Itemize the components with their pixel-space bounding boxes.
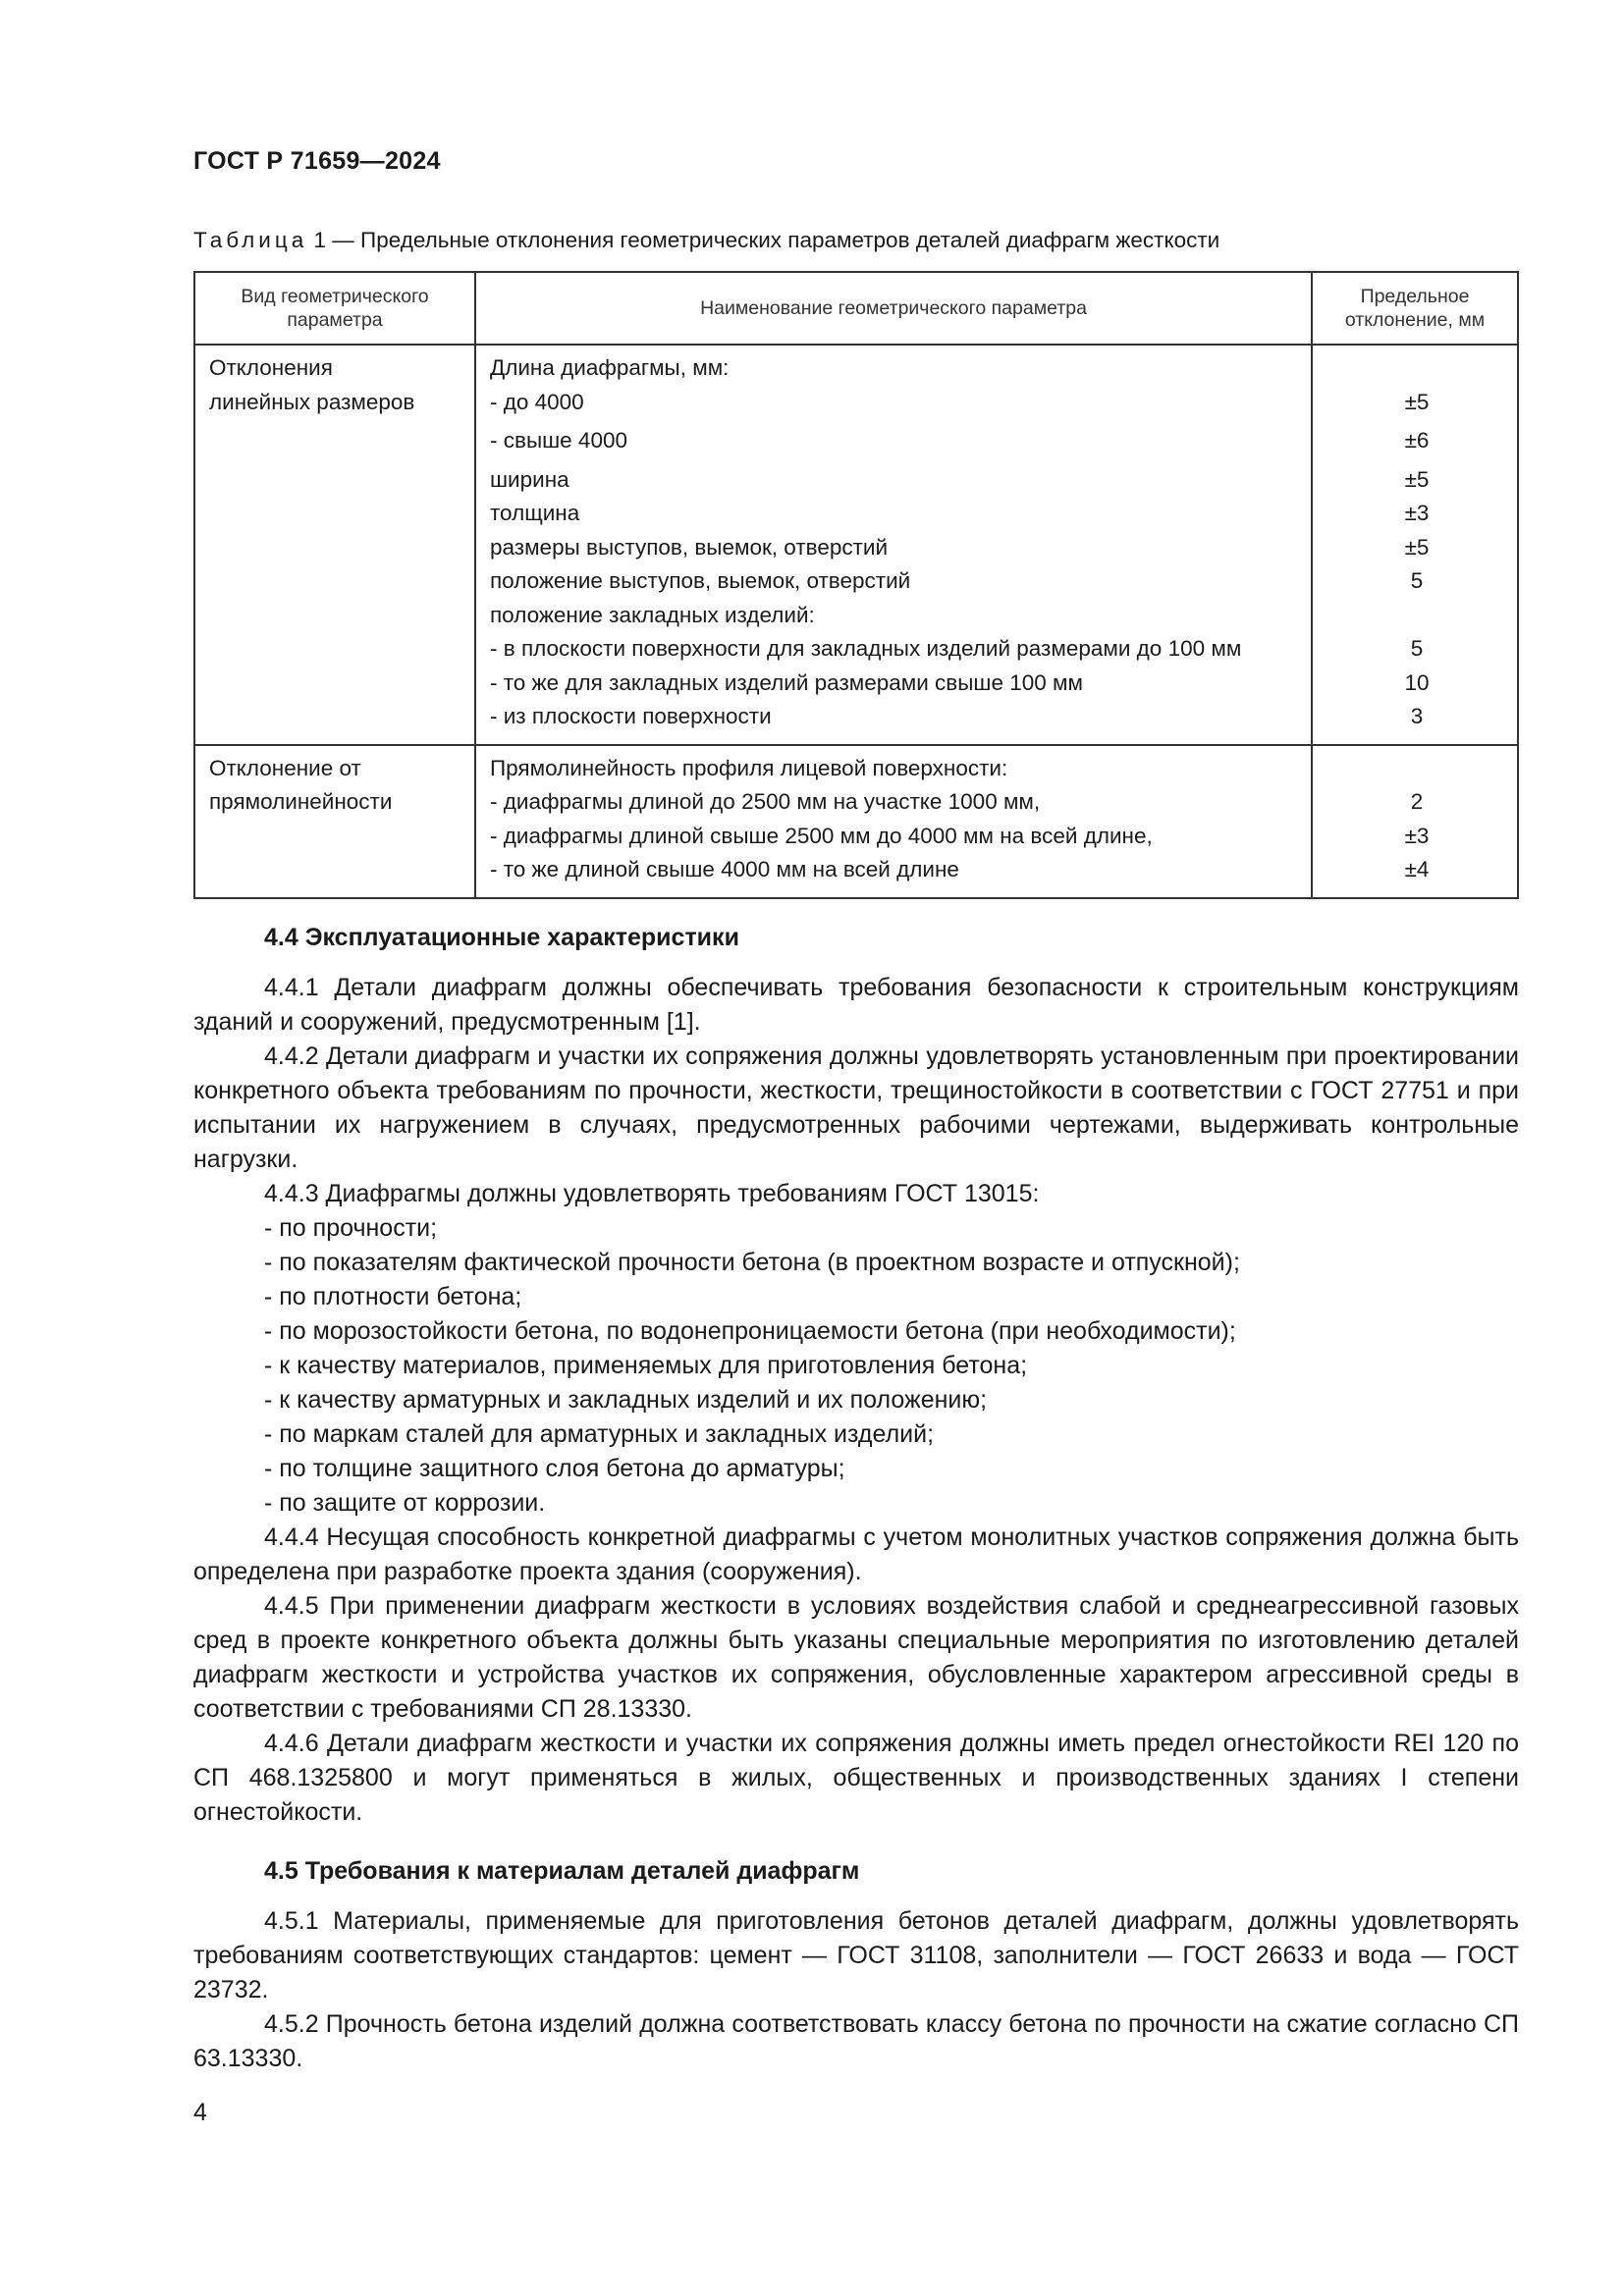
param-type-cell: Отклонение от прямолинейности <box>194 745 475 898</box>
deviation-table <box>193 271 1519 899</box>
list-item: - по плотности бетона; <box>264 1283 522 1310</box>
standard-id-header: ГОСТ Р 71659—2024 <box>193 147 441 175</box>
list-item: - по маркам сталей для арматурных и закладных изделий; <box>264 1420 935 1448</box>
table-caption-text: 1 — Предельные отклонения геометрических параметров деталей диафрагм жесткости <box>313 228 1220 252</box>
paragraph-4-4-1: 4.4.1 Детали диафрагм должны обеспечивать требования безопасности к строительным конструкциям зданий и сооружений, предусмотренным [1]. <box>193 974 1519 1036</box>
table-row <box>194 345 1518 745</box>
header-param-name: Наименование геометрического параметра <box>475 272 1312 345</box>
table-row <box>194 745 1518 898</box>
header-param-type: Вид геометрического параметра <box>194 272 475 345</box>
section-heading-4-4: 4.4 Эксплуатационные характеристики <box>264 924 739 951</box>
paragraph-4-4-5: 4.4.5 При применении диафрагм жесткости в условиях воздействия слабой и среднеагрессивной газовых сред в проекте конкретного объекта должны быть указаны специальные мероприятия по изготовлению деталей диафрагм жесткости и устройства участков их сопряжения, обусловленные характером агрессивной среды в соответствии с требованиями СП 28.13330. <box>193 1592 1519 1723</box>
list-item: - по показателям фактической прочности бетона (в проектном возрасте и отпускной); <box>264 1249 1240 1276</box>
header-deviation: Предельное отклонение, мм <box>1312 272 1518 345</box>
paragraph-4-5-1: 4.5.1 Материалы, применяемые для приготовления бетонов деталей диафрагм, должны удовлетворять требованиям соответствующих стандартов: цемент — ГОСТ 31108, заполнители — ГОСТ 26633 и вода — ГОСТ 23732. <box>193 1907 1519 2003</box>
list-item: - по защите от коррозии. <box>264 1489 546 1517</box>
page-number: 4 <box>193 2099 207 2126</box>
list-item: - к качеству материалов, применяемых для приготовления бетона; <box>264 1352 1028 1379</box>
document-body <box>193 921 1519 2076</box>
table-caption-label: Таблица <box>193 228 308 252</box>
paragraph-4-4-4: 4.4.4 Несущая способность конкретной диафрагмы с учетом монолитных участков сопряжения должна быть определена при разработке проекта здания (сооружения). <box>193 1523 1519 1585</box>
paragraph-4-4-3: 4.4.3 Диафрагмы должны удовлетворять требованиям ГОСТ 13015: <box>264 1180 1040 1207</box>
paragraph-4-5-2: 4.5.2 Прочность бетона изделий должна соответствовать классу бетона по прочности на сжатие согласно СП 63.13330. <box>193 2010 1519 2072</box>
table-header-row <box>194 272 1518 345</box>
section-heading-4-5: 4.5 Требования к материалам деталей диафрагм <box>264 1857 860 1885</box>
list-item: - по морозостойкости бетона, по водонепроницаемости бетона (при необходимости); <box>264 1317 1236 1345</box>
param-name-cell: Длина диафрагмы, мм: - до 4000 - свыше 4000 ширина толщина размеры выступов, выемок, отверстий положение выступов, выемок, отверстий положение закладных изделий: - в плоскости поверхности для закладных изделий размерами до 100 мм - то же для закладных изделий размерами свыше 100 мм - из плоскости поверхности <box>475 345 1312 745</box>
paragraph-4-4-2: 4.4.2 Детали диафрагм и участки их сопряжения должны удовлетворять установленным при проектировании конкретного объекта требованиям по прочности, жесткости, трещиностойкости в соответствии с ГОСТ 27751 и при испытании их нагружением в случаях, предусмотренных рабочими чертежами, выдерживать контрольные нагрузки. <box>193 1042 1519 1173</box>
paragraph-4-4-6: 4.4.6 Детали диафрагм жесткости и участки их сопряжения должны иметь предел огнестойкости REI 120 по СП 468.1325800 и могут применяться в жилых, общественных и производственных зданиях I степени огнестойкости. <box>193 1730 1519 1826</box>
deviation-value-cell: ±5 ±6 ±5 ±3 ±5 5 5 10 3 <box>1312 345 1518 745</box>
list-item: - по толщине защитного слоя бетона до арматуры; <box>264 1455 845 1482</box>
table-caption <box>193 228 1219 253</box>
param-name-cell: Прямолинейность профиля лицевой поверхности: - диафрагмы длиной до 2500 мм на участке 1000 мм, - диафрагмы длиной свыше 2500 мм до 4000 мм на всей длине, - то же длиной свыше 4000 мм на всей длине <box>475 745 1312 898</box>
list-item: - к качеству арматурных и закладных изделий и их положению; <box>264 1386 988 1414</box>
deviation-value-cell: 2 ±3 ±4 <box>1312 745 1518 898</box>
param-type-cell: Отклонения линейных размеров <box>194 345 475 745</box>
list-item: - по прочности; <box>264 1214 438 1242</box>
